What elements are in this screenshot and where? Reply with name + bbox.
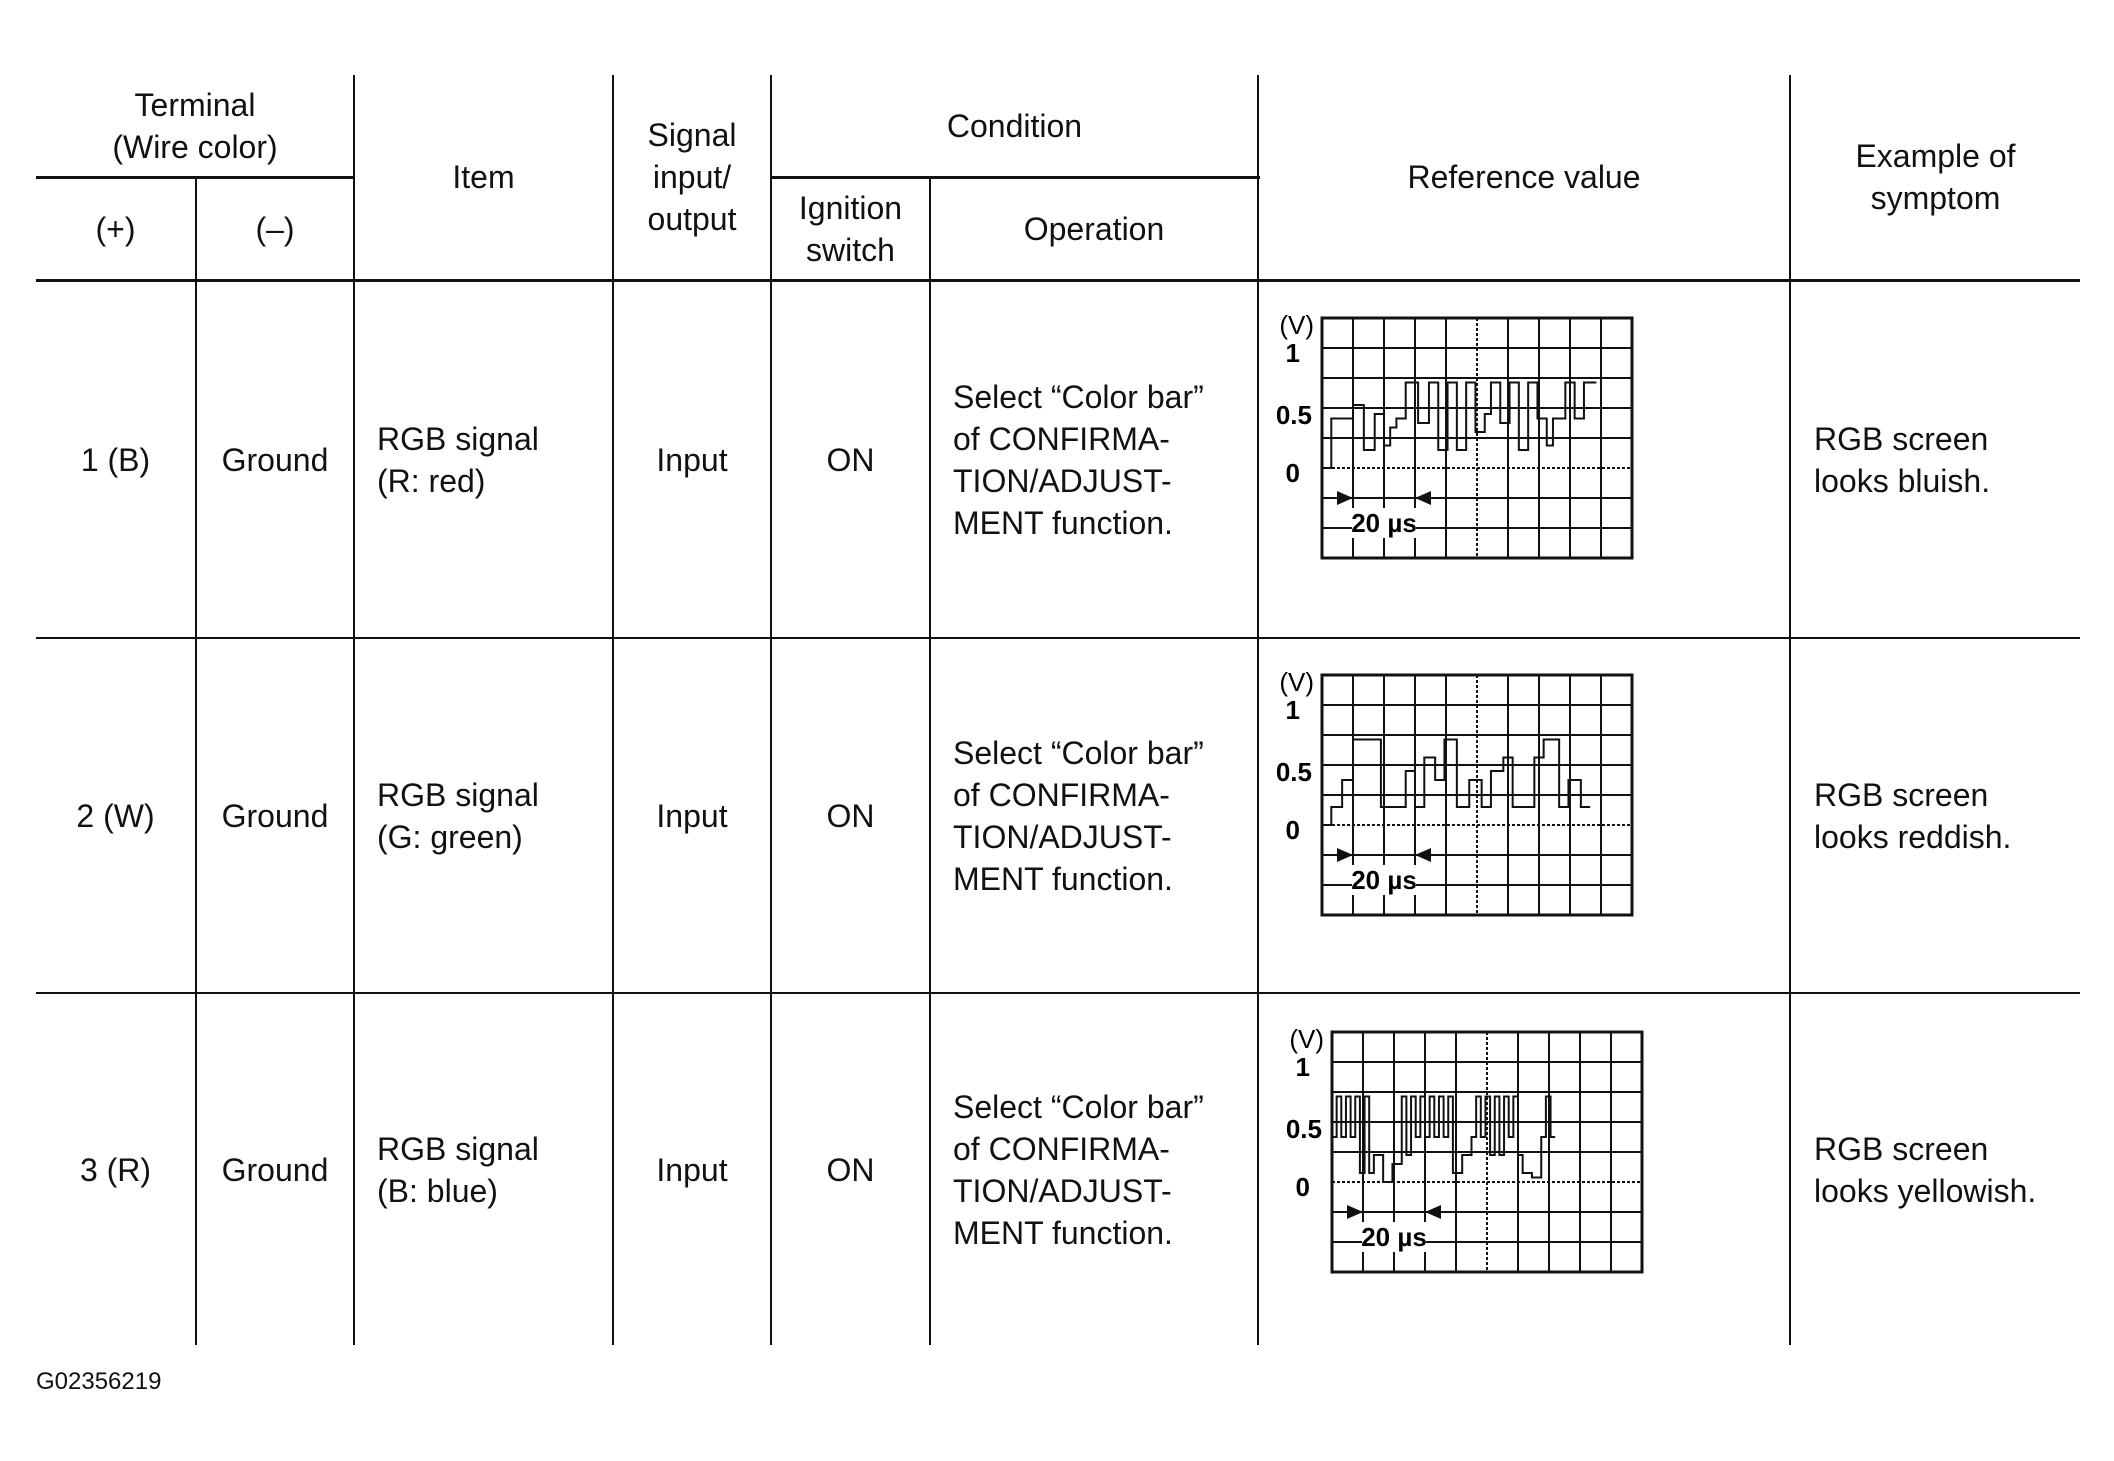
row3-symptom: RGB screen looks yellowish. bbox=[1814, 1130, 2037, 1209]
row1-signal: Input bbox=[656, 441, 728, 478]
arrow-right-icon bbox=[1337, 848, 1353, 862]
row3-signal: Input bbox=[656, 1151, 728, 1188]
row1-item: RGB signal (R: red) bbox=[377, 420, 539, 499]
scope-time-label: 20 µs bbox=[1361, 1222, 1427, 1252]
header-ignition: Ignition switch bbox=[798, 190, 903, 268]
row3-plus: 3 (R) bbox=[79, 1151, 152, 1188]
arrow-left-icon bbox=[1415, 491, 1431, 505]
row3-minus: Ground bbox=[221, 1151, 329, 1188]
scope-y0-label: 0 bbox=[1285, 815, 1300, 845]
arrow-right-icon bbox=[1347, 1205, 1363, 1219]
arrow-left-icon bbox=[1425, 1205, 1441, 1219]
row1-ignition: ON bbox=[826, 441, 875, 478]
waveform-trace bbox=[1322, 740, 1590, 826]
row2-plus: 2 (W) bbox=[76, 797, 155, 834]
scope-unit-label: (V) bbox=[1289, 1024, 1324, 1054]
row2-item: RGB signal (G: green) bbox=[377, 776, 539, 855]
row2-operation: Select “Color bar” of CONFIRMA- TION/ADJUST- MENT function. bbox=[953, 734, 1204, 897]
scope-y1-label: 1 bbox=[1295, 1052, 1310, 1082]
arrow-right-icon bbox=[1337, 491, 1353, 505]
header-item: Item bbox=[452, 159, 515, 195]
scope-time-label: 20 µs bbox=[1351, 865, 1417, 895]
row1-plus: 1 (B) bbox=[80, 441, 151, 478]
header-reference: Reference value bbox=[1407, 159, 1641, 195]
v-line-ignition-operation bbox=[929, 177, 931, 1345]
header-operation: Operation bbox=[1023, 211, 1165, 247]
row2-minus: Ground bbox=[221, 797, 329, 834]
row2-symptom: RGB screen looks reddish. bbox=[1814, 776, 2012, 855]
row2-ignition: ON bbox=[826, 797, 875, 834]
row3-operation: Select “Color bar” of CONFIRMA- TION/ADJUST- MENT function. bbox=[953, 1088, 1204, 1251]
row1-operation: Select “Color bar” of CONFIRMA- TION/ADJUST- MENT function. bbox=[953, 378, 1204, 541]
scope-y05-label: 0.5 bbox=[1285, 1114, 1322, 1144]
row2-signal: Input bbox=[656, 797, 728, 834]
row3-ignition: ON bbox=[826, 1151, 875, 1188]
figure-code: G02356219 bbox=[36, 1368, 162, 1395]
oscilloscope-waveform-row2 bbox=[1270, 667, 1680, 937]
header-symptom: Example of symptom bbox=[1855, 138, 2016, 216]
scope-y0-label: 0 bbox=[1285, 458, 1300, 488]
header-plus: (+) bbox=[95, 211, 136, 247]
oscilloscope-waveform-row1 bbox=[1270, 310, 1680, 580]
waveform-trace bbox=[1322, 383, 1596, 469]
scope-unit-label: (V) bbox=[1279, 667, 1314, 697]
header-minus: (–) bbox=[255, 211, 295, 247]
scope-y1-label: 1 bbox=[1285, 695, 1300, 725]
waveform-trace bbox=[1332, 1097, 1555, 1183]
scope-y05-label: 0.5 bbox=[1275, 400, 1312, 430]
row1-minus: Ground bbox=[221, 441, 329, 478]
scope-y1-label: 1 bbox=[1285, 338, 1300, 368]
row3-item: RGB signal (B: blue) bbox=[377, 1130, 539, 1209]
header-terminal: Terminal (Wire color) bbox=[112, 86, 278, 165]
scope-y0-label: 0 bbox=[1295, 1172, 1310, 1202]
scope-time-label: 20 µs bbox=[1351, 508, 1417, 538]
row1-symptom: RGB screen looks bluish. bbox=[1814, 420, 1991, 499]
header-condition: Condition bbox=[946, 107, 1083, 144]
scope-y05-label: 0.5 bbox=[1275, 757, 1312, 787]
arrow-left-icon bbox=[1415, 848, 1431, 862]
scope-unit-label: (V) bbox=[1279, 310, 1314, 340]
header-signal: Signal input/ output bbox=[647, 117, 737, 237]
oscilloscope-waveform-row3 bbox=[1280, 1024, 1690, 1294]
